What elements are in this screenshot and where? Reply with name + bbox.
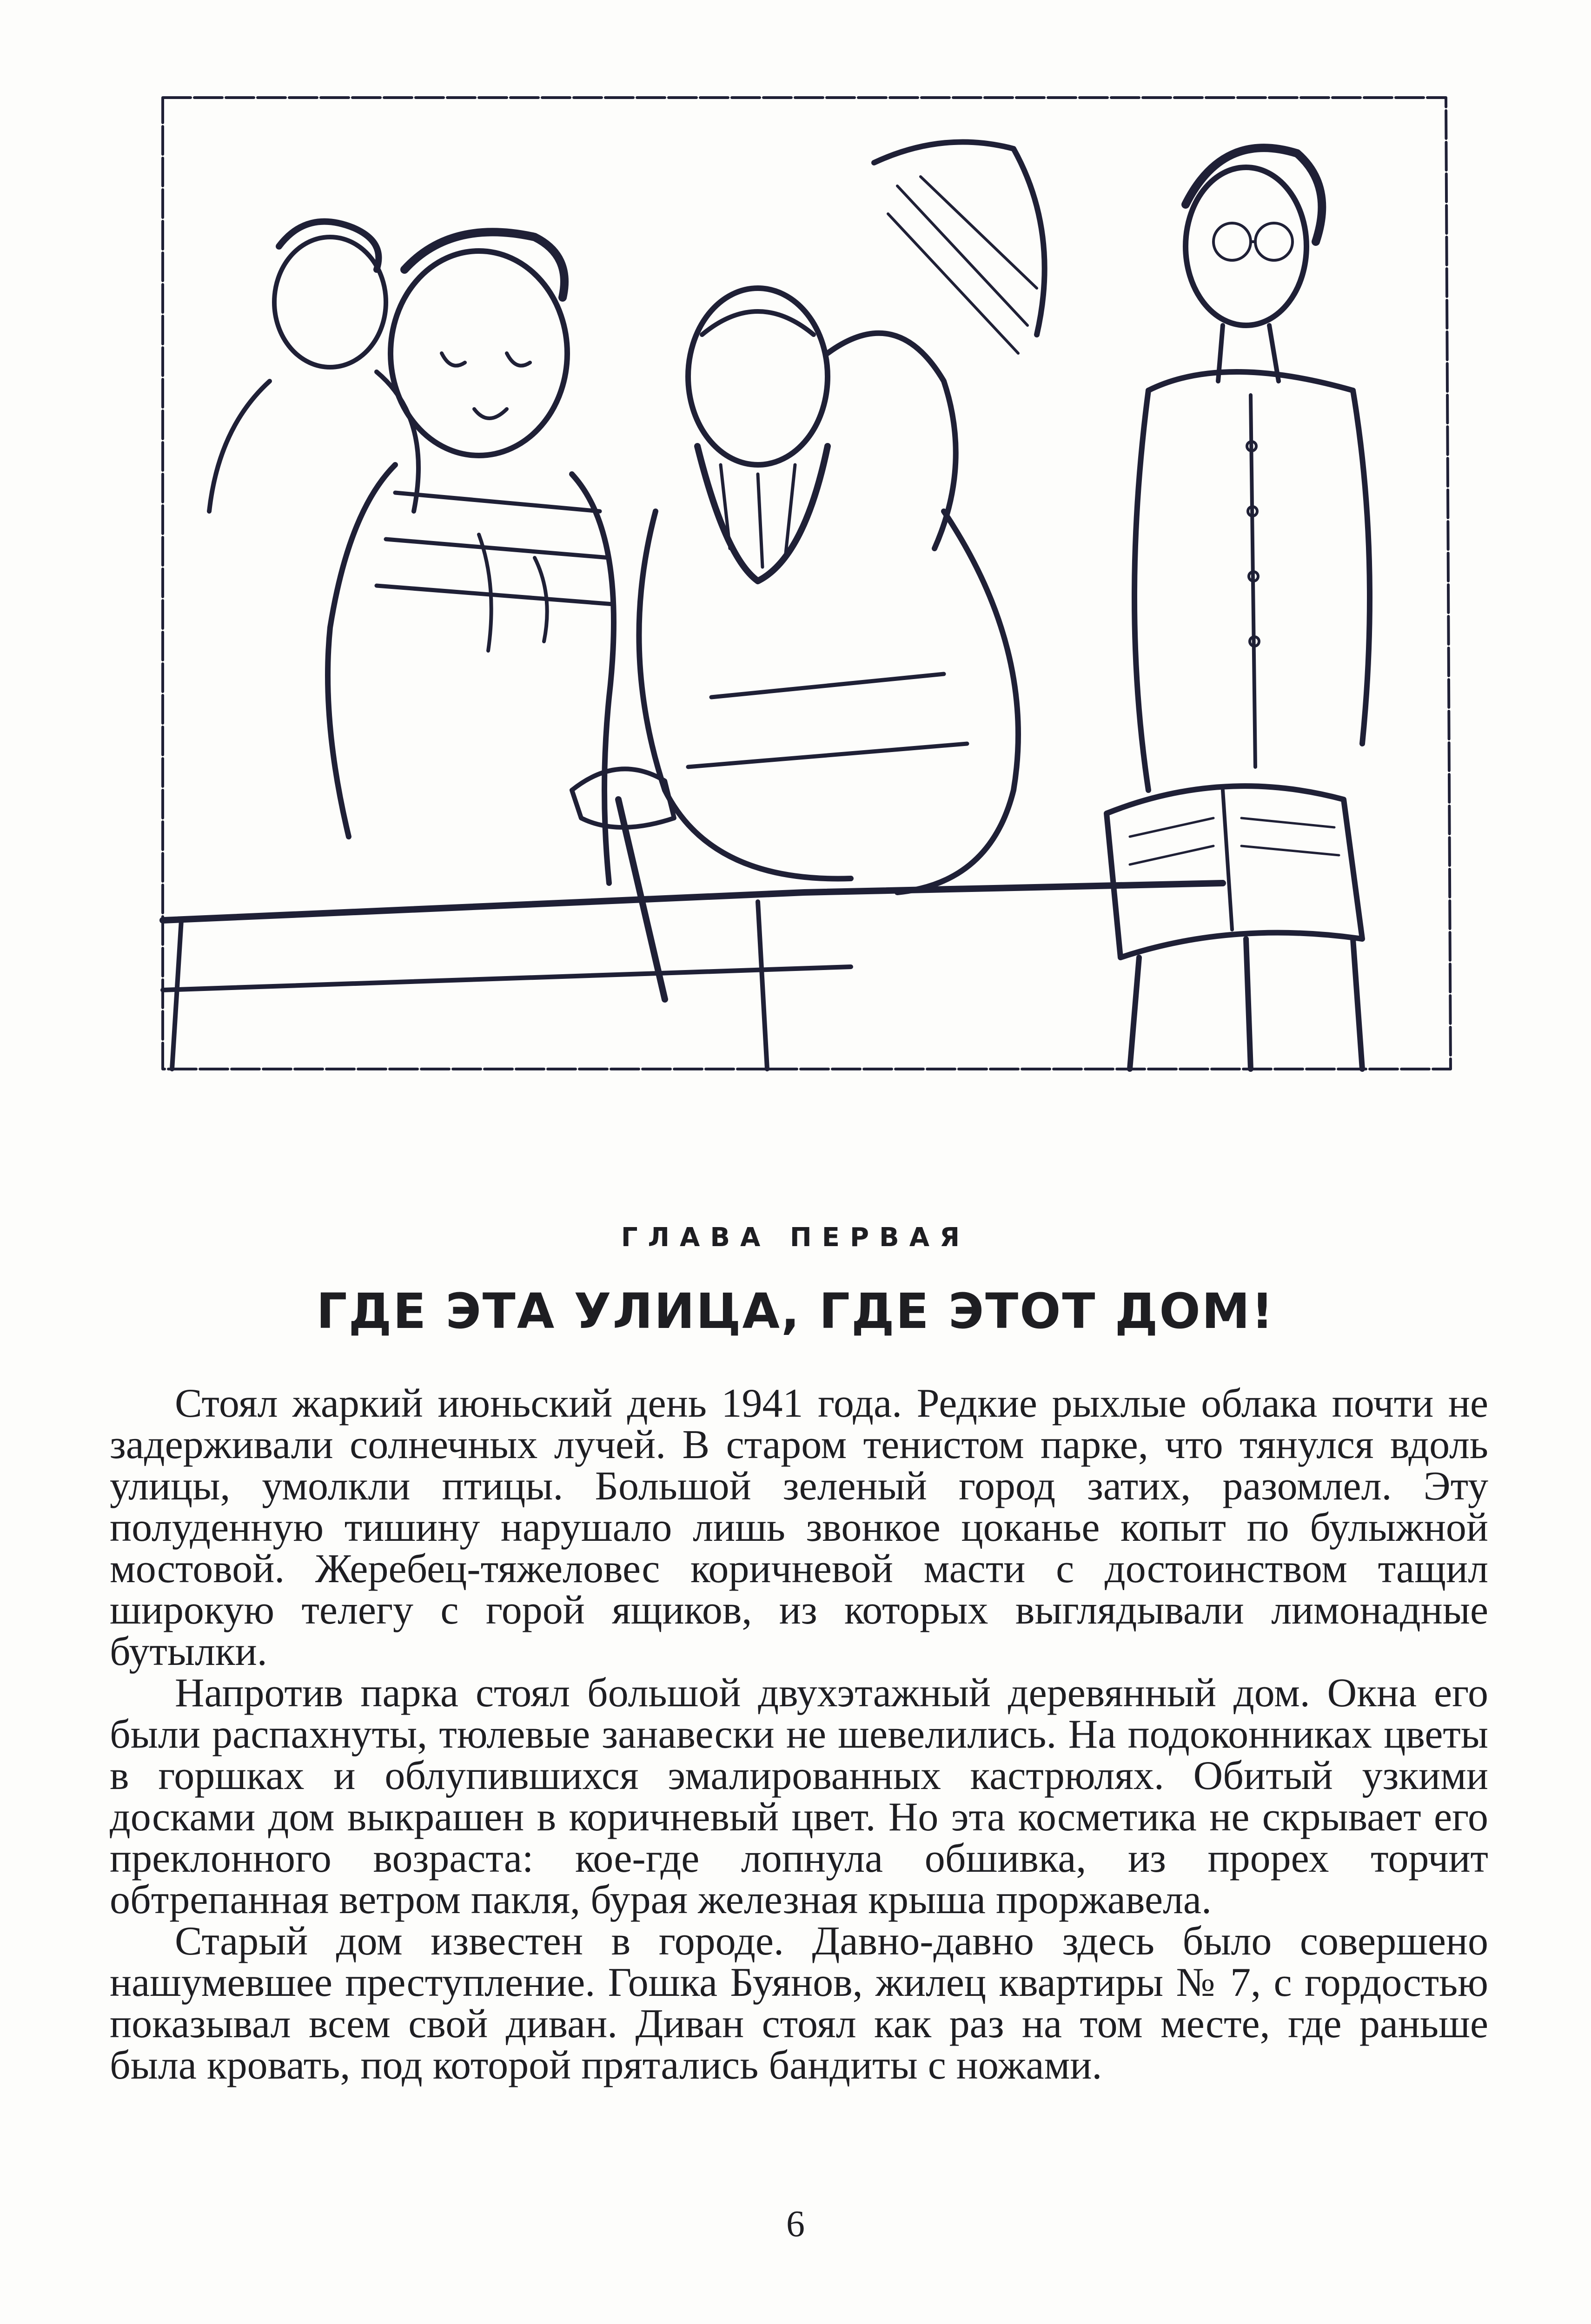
chapter-title: ГДЕ ЭТА УЛИЦА, ГДЕ ЭТОТ ДОМ!	[316, 1283, 1275, 1340]
chapter-body	[110, 1383, 1488, 2086]
paragraph-2: Напротив парка стоял большой двухэтажный деревянный дом. Окна его были распахнуты, тюлевые занавески не шевелились. На подоконниках цветы в горшках и облупившихся эмалированных кастрюлях. Обитый узкими досками дом выкрашен в коричневый цвет. Но эта косметика не скрывает его преклонного возраста: кое-где лопнула обшивка, из прорех торчит обтрепанная ветром пакля, бурая железная крыша проржавела.	[110, 1670, 1488, 1922]
paragraph-3: Старый дом известен в городе. Давно-давно здесь было совершено нашумевшее преступление. Гошка Буянов, жилец квартиры № 7, с гордостью показывал всем свой диван. Диван стоял как раз на том месте, где раньше была кровать, под которой прятались бандиты с ножами.	[110, 1919, 1488, 2088]
paragraph-1: Стоял жаркий июньский день 1941 года. Редкие рыхлые облака почти не задерживали солнечных лучей. В старом тенистом парке, что тянулся вдоль улицы, умолкли птицы. Большой зеленый город затих, разомлел. Эту полуденную тишину нарушало лишь звонкое цоканье копыт по булыжной мостовой. Жеребец-тяжеловес коричневой масти с достоинством тащил широкую телегу с горой ящиков, из которых выглядывали лимонадные бутылки.	[110, 1381, 1488, 1674]
pen-and-ink-illustration-icon	[153, 93, 1455, 1078]
chapter-label: ГЛАВА ПЕРВАЯ	[621, 1222, 970, 1253]
chapter-illustration	[153, 93, 1455, 1078]
page-number: 6	[786, 2204, 805, 2245]
